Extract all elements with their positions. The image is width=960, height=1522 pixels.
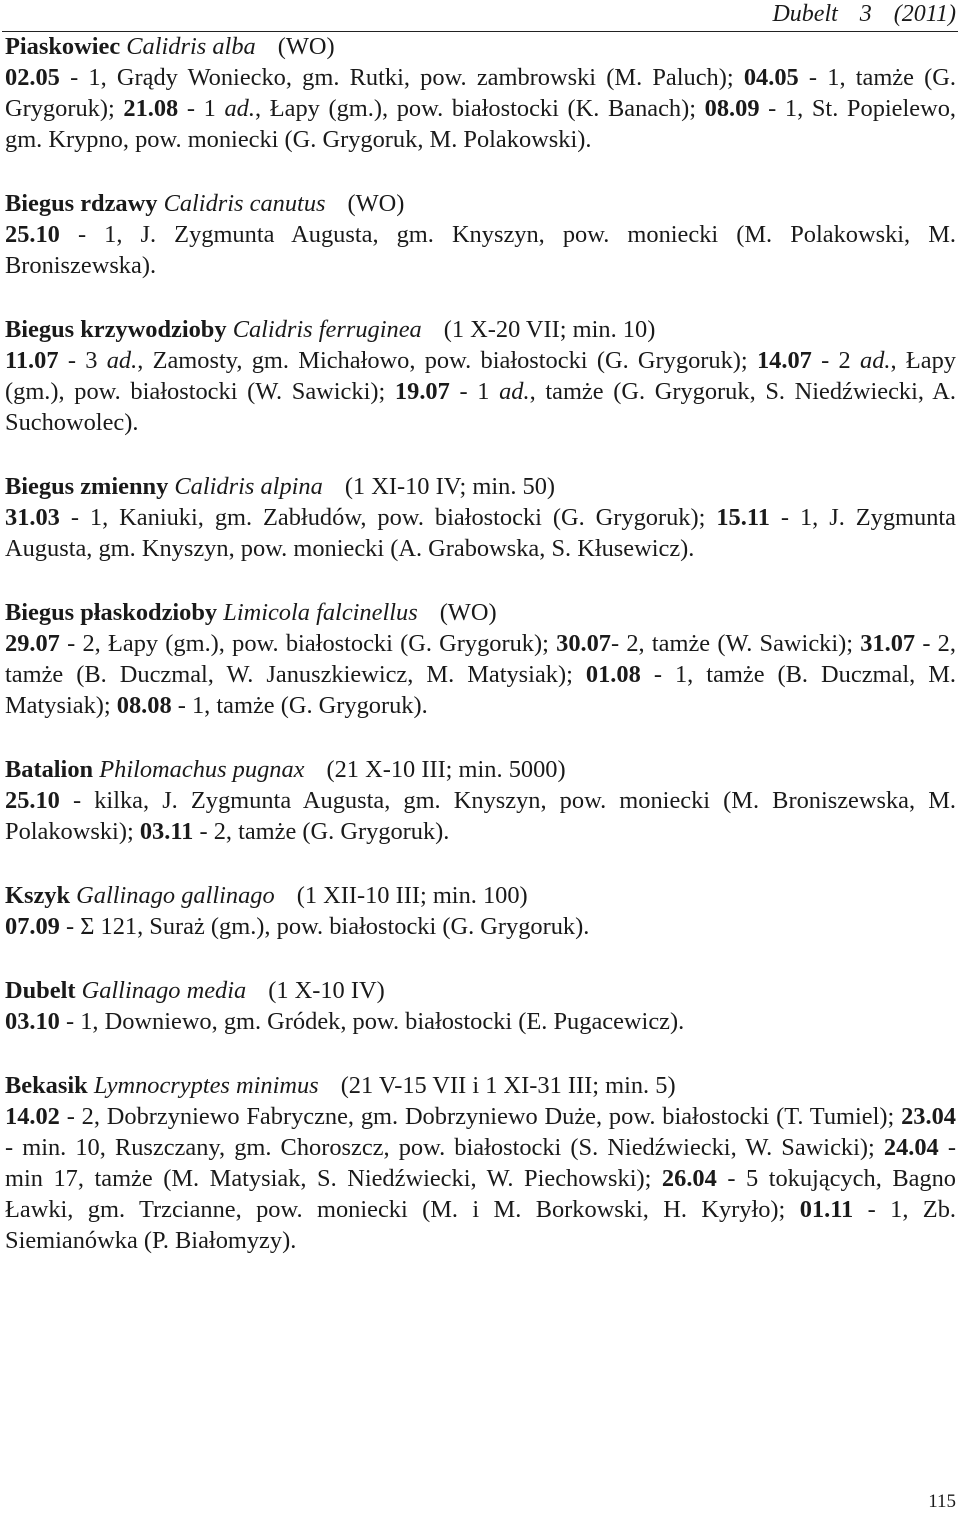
species-entry	[5, 314, 956, 438]
record-date: 08.09	[704, 95, 760, 122]
species-entry	[5, 880, 956, 942]
species-entry	[5, 471, 956, 564]
species-common-name: Batalion	[5, 756, 94, 783]
observation-records	[5, 502, 956, 564]
record-text: - kilka, J. Zygmunta Augusta, gm. Knyszyn, pow. moniecki (M. Broniszewska, M. Polakowski);	[5, 787, 956, 845]
species-heading	[5, 31, 956, 62]
record-age-note: ad.	[499, 378, 530, 405]
record-text: - 1	[449, 378, 500, 405]
species-entry	[5, 975, 956, 1037]
record-text: , Łapy (gm.), pow. białostocki (W. Sawicki);	[5, 347, 956, 405]
record-date: 19.07	[394, 378, 450, 405]
record-text: - 3	[58, 347, 107, 374]
record-text: - min 17, tamże (M. Matysiak, S. Niedźwiecki, W. Piechowski);	[5, 1134, 956, 1192]
species-status: (21 V-15 VII i 1 XI-31 III; min. 5)	[340, 1072, 676, 1099]
record-text: - 2	[811, 347, 860, 374]
observation-records	[5, 62, 956, 155]
record-date: 01.08	[585, 661, 641, 688]
record-age-note: ad.	[860, 347, 891, 374]
record-text: - 2, Łapy (gm.), pow. białostocki (G. Grygoruk);	[59, 630, 557, 657]
record-text: , Łapy (gm.), pow. białostocki (K. Banach);	[254, 95, 705, 122]
running-header	[772, 0, 956, 28]
record-date: 02.05	[5, 64, 60, 91]
record-date: 01.11	[799, 1196, 854, 1223]
species-entry	[5, 188, 956, 281]
species-status: (1 XII-10 III; min. 100)	[296, 882, 528, 909]
species-common-name: Bekasik	[5, 1072, 88, 1099]
record-date: 14.07	[756, 347, 812, 374]
record-text: , tamże (G. Grygoruk, S. Niedźwiecki, A. Suchowolec).	[5, 378, 957, 436]
record-text: - 2, Dobrzyniewo Fabryczne, gm. Dobrzyniewo Duże, pow. białostocki (T. Tumiel);	[59, 1103, 902, 1130]
species-common-name: Kszyk	[5, 882, 71, 909]
species-latin-name: Limicola falcinellus	[223, 599, 418, 626]
species-latin-name: Calidris alba	[126, 33, 256, 60]
observation-records	[5, 1006, 956, 1037]
species-heading	[5, 597, 956, 628]
species-status: (WO)	[277, 33, 335, 60]
species-heading	[5, 754, 956, 785]
species-status: (1 XI-10 IV; min. 50)	[344, 473, 556, 500]
record-age-note: ad.	[106, 347, 138, 374]
record-text: , Zamosty, gm. Michałowo, pow. białostocki (G. Grygoruk);	[137, 347, 757, 374]
record-text: - 1, J. Zygmunta Augusta, gm. Knyszyn, pow. moniecki (M. Polakowski, M. Broniszewska).	[5, 221, 956, 279]
record-text: - 1, Grądy Woniecko, gm. Rutki, pow. zambrowski (M. Paluch);	[59, 64, 744, 91]
species-heading	[5, 880, 956, 911]
record-age-note: ad.	[224, 95, 255, 122]
record-text: - 1, Zb. Siemianówka (P. Białomyzy).	[5, 1196, 956, 1254]
species-entry	[5, 31, 956, 155]
record-date: 23.04	[901, 1103, 956, 1130]
species-latin-name: Calidris alpina	[174, 473, 323, 500]
record-text: - 2, tamże (G. Grygoruk).	[193, 818, 450, 845]
species-heading	[5, 471, 956, 502]
species-latin-name: Philomachus pugnax	[99, 756, 305, 783]
record-text: - 1, tamże (G. Grygoruk).	[171, 692, 428, 719]
journal-title: Dubelt	[772, 1, 838, 27]
record-text: - Σ 121, Suraż (gm.), pow. białostocki (G. Grygoruk).	[59, 913, 590, 940]
record-date: 26.04	[661, 1165, 717, 1192]
species-heading	[5, 975, 956, 1006]
species-latin-name: Gallinago media	[81, 977, 247, 1004]
observation-records	[5, 628, 956, 721]
record-date: 15.11	[716, 504, 770, 531]
species-entry	[5, 754, 956, 847]
page-number: 115	[928, 1491, 956, 1512]
record-date: 25.10	[5, 221, 60, 248]
species-common-name: Biegus zmienny	[5, 473, 169, 500]
record-date: 31.03	[5, 504, 60, 531]
species-heading	[5, 314, 956, 345]
species-latin-name: Calidris canutus	[163, 190, 326, 217]
record-text: - 1, tamże (G. Grygoruk);	[5, 64, 956, 122]
record-text: - 2, tamże (B. Duczmal, W. Januszkiewicz, M. Matysiak);	[5, 630, 956, 688]
record-date: 31.07	[860, 630, 916, 657]
record-text: - 1, Kaniuki, gm. Zabłudów, pow. białostocki (G. Grygoruk);	[59, 504, 717, 531]
species-list	[5, 31, 956, 1289]
record-date: 30.07	[556, 630, 612, 657]
observation-records	[5, 911, 956, 942]
record-date: 07.09	[5, 913, 60, 940]
species-status: (WO)	[439, 599, 497, 626]
species-common-name: Biegus płaskodzioby	[5, 599, 218, 626]
record-text: - 1, J. Zygmunta Augusta, gm. Knyszyn, pow. moniecki (A. Grabowska, S. Kłusewicz).	[5, 504, 956, 562]
species-status: (21 X-10 III; min. 5000)	[326, 756, 566, 783]
observation-records	[5, 1101, 956, 1256]
record-text: - min. 10, Ruszczany, gm. Choroszcz, pow. białostocki (S. Niedźwiecki, W. Sawicki);	[5, 1134, 884, 1161]
record-text: - 1, St. Popielewo, gm. Krypno, pow. moniecki (G. Grygoruk, M. Polakowski).	[5, 95, 956, 153]
species-common-name: Dubelt	[5, 977, 76, 1004]
species-status: (WO)	[347, 190, 405, 217]
species-entry	[5, 597, 956, 721]
issue-number: 3	[859, 1, 872, 27]
record-text: - 1, Downiewo, gm. Gródek, pow. białostocki (E. Pugacewicz).	[59, 1008, 685, 1035]
species-common-name: Biegus krzywodzioby	[5, 316, 227, 343]
species-common-name: Piaskowiec	[5, 33, 121, 60]
species-latin-name: Gallinago gallinago	[76, 882, 275, 909]
species-latin-name: Calidris ferruginea	[232, 316, 422, 343]
record-date: 29.07	[5, 630, 60, 657]
record-date: 03.10	[5, 1008, 60, 1035]
observation-records	[5, 345, 956, 438]
record-date: 03.11	[139, 818, 194, 845]
record-date: 25.10	[5, 787, 60, 814]
record-date: 04.05	[743, 64, 799, 91]
record-text: - 1, tamże (B. Duczmal, M. Matysiak);	[5, 661, 957, 719]
species-status: (1 X-10 IV)	[268, 977, 385, 1004]
observation-records	[5, 785, 956, 847]
observation-records	[5, 219, 956, 281]
species-heading	[5, 1070, 956, 1101]
species-common-name: Biegus rdzawy	[5, 190, 158, 217]
species-heading	[5, 188, 956, 219]
record-date: 11.07	[5, 347, 59, 374]
record-date: 21.08	[123, 95, 179, 122]
record-date: 24.04	[883, 1134, 939, 1161]
record-date: 08.08	[116, 692, 172, 719]
record-text: - 5 tokujących, Bagno Ławki, gm. Trzcianne, pow. moniecki (M. i M. Borkowski, H. Kyryło);	[5, 1165, 956, 1223]
record-text: - 1	[178, 95, 225, 122]
species-latin-name: Lymnocryptes minimus	[93, 1072, 319, 1099]
issue-year: (2011)	[893, 1, 956, 27]
species-status: (1 X-20 VII; min. 10)	[443, 316, 656, 343]
species-entry	[5, 1070, 956, 1256]
record-text: - 2, tamże (W. Sawicki);	[611, 630, 861, 657]
record-date: 14.02	[5, 1103, 60, 1130]
